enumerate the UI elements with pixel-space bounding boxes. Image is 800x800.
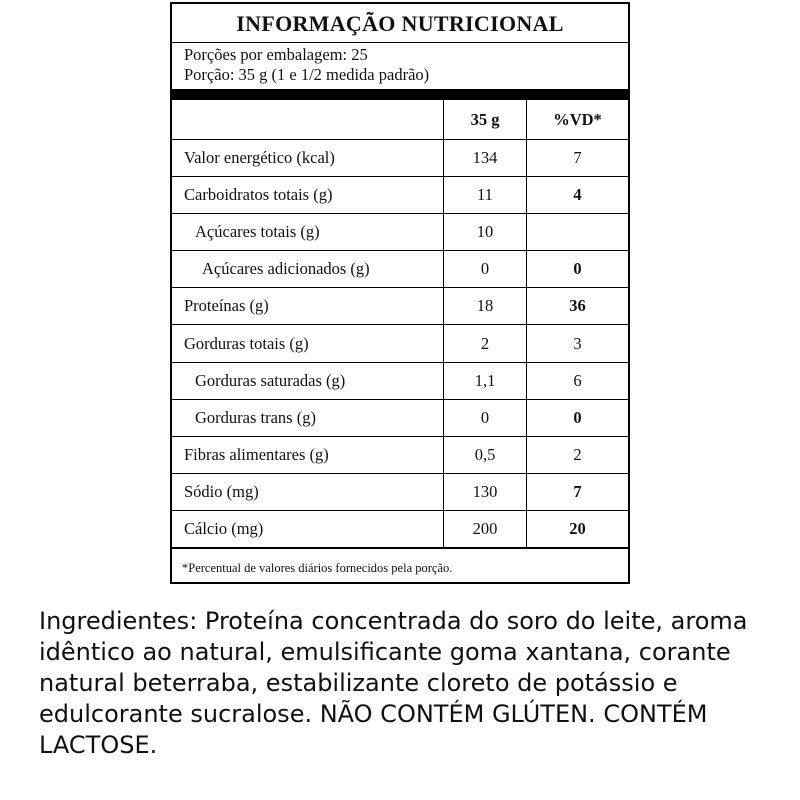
nutrient-daily-value: 7: [527, 140, 629, 177]
header-serving-amount: 35 g: [444, 100, 527, 140]
table-row: [172, 214, 628, 251]
serving-info: [172, 43, 628, 100]
table-row: [172, 177, 628, 214]
nutrient-daily-value: 4: [527, 177, 629, 214]
table-row: [172, 473, 628, 510]
table-row: [172, 436, 628, 473]
table-header-row: [172, 100, 628, 140]
header-nutrient-cell: [172, 100, 444, 140]
nutrient-value: 0,5: [444, 436, 527, 473]
nutrient-value: 134: [444, 140, 527, 177]
nutrient-value: 0: [444, 399, 527, 436]
nutrient-name: Valor energético (kcal): [172, 140, 444, 177]
nutrient-daily-value: 7: [527, 473, 629, 510]
nutrient-value: 1,1: [444, 362, 527, 399]
nutrient-value: 10: [444, 214, 527, 251]
nutrient-name: Gorduras totais (g): [172, 325, 444, 362]
table-row: [172, 140, 628, 177]
table-row: [172, 510, 628, 548]
nutrient-value: 11: [444, 177, 527, 214]
nutrition-facts-label: [170, 2, 630, 584]
nutrient-daily-value: 0: [527, 251, 629, 288]
nutrient-daily-value: [527, 214, 629, 251]
nutrient-daily-value: 3: [527, 325, 629, 362]
nutrient-daily-value: 2: [527, 436, 629, 473]
nutrient-name: Açúcares adicionados (g): [172, 251, 444, 288]
nutrient-name: Gorduras trans (g): [172, 399, 444, 436]
nutrition-table: [172, 100, 628, 549]
nutrient-value: 200: [444, 510, 527, 548]
nutrient-daily-value: 0: [527, 399, 629, 436]
table-row: [172, 288, 628, 325]
table-row: [172, 251, 628, 288]
nutrient-name: Sódio (mg): [172, 473, 444, 510]
nutrient-daily-value: 20: [527, 510, 629, 548]
servings-per-package: Porções por embalagem: 25: [184, 45, 368, 64]
table-row: [172, 399, 628, 436]
nutrient-daily-value: 6: [527, 362, 629, 399]
table-row: [172, 362, 628, 399]
serving-size: Porção: 35 g (1 e 1/2 medida padrão): [184, 65, 430, 84]
table-row: [172, 325, 628, 362]
nutrient-name: Carboidratos totais (g): [172, 177, 444, 214]
nutrient-name: Proteínas (g): [172, 288, 444, 325]
nutrient-value: 130: [444, 473, 527, 510]
nutrient-name: Gorduras saturadas (g): [172, 362, 444, 399]
nutrient-value: 2: [444, 325, 527, 362]
ingredients-text: Ingredientes: Proteína concentrada do soro do leite, aroma idêntico ao natural, emulsificante goma xantana, corante natural beterraba, estabilizante cloreto de potássio e edulcorante sucralose. NÃO CONTÉM GLÚTEN. CONTÉM LACTOSE.: [39, 607, 748, 759]
nutrient-name: Cálcio (mg): [172, 510, 444, 548]
label-footnote: *Percentual de valores diários fornecidos pela porção.: [182, 561, 453, 576]
header-daily-value: %VD*: [527, 100, 629, 140]
label-title: INFORMAÇÃO NUTRICIONAL: [172, 4, 628, 43]
nutrient-value: 18: [444, 288, 527, 325]
nutrient-name: Açúcares totais (g): [172, 214, 444, 251]
nutrient-daily-value: 36: [527, 288, 629, 325]
nutrient-value: 0: [444, 251, 527, 288]
nutrient-name: Fibras alimentares (g): [172, 436, 444, 473]
